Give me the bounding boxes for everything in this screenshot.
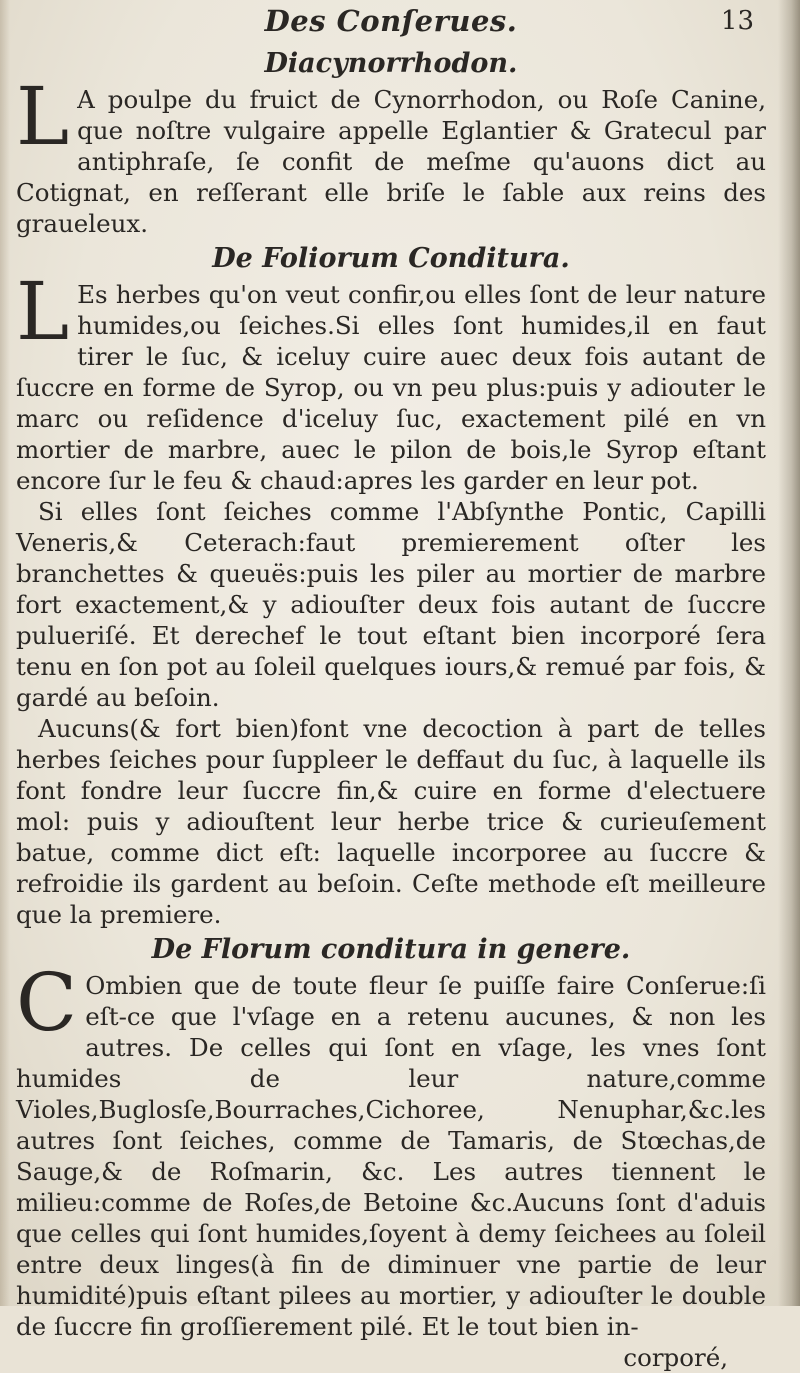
paragraph: A poulpe du fruict de Cynorrhodon, ou Roſe Canine, que noſtre vulgaire appelle Eglantier & Gratecul par antiphraſe, ſe confit de meſme qu'auons dict au Cotignat, en reſſerant elle briſe le ſable aux reins des graueleux. <box>16 85 766 238</box>
paragraph: Aucuns(& fort bien)font vne decoction à part de telles herbes ſeiches pour ſuppleer le deffaut du ſuc, à laquelle ils font fondre leur ſuccre fin,& cuire en forme d'electuere mol: puis y adiouſtent leur herbe trice & curieuſement batue, comme dict eſt: laquelle incorporee au ſuccre & refroidie ils gardent au beſoin. Ceſte methode eſt meilleure que la premiere. <box>16 714 766 929</box>
page-content <box>16 4 766 1373</box>
drop-cap: L <box>16 265 70 358</box>
page-edge-shadow <box>778 0 800 1306</box>
drop-cap: L <box>16 70 70 163</box>
section-heading: De Foliorum Conditura. <box>212 243 570 274</box>
paragraph: Ombien que de toute fleur ſe puiſſe faire Conſerue:ſi eſt-ce que l'vſage en a retenu aucunes, & non les autres. De celles qui ſont en vſage, les vnes ſont humides de leur nature,comme Violes,Buglosſe,Bourraches,Cichoree, Nenuphar,&c.les autres ſont ſeiches, comme de Tamaris, de Stœchas,de Sauge,& de Roſmarin, &c. Les autres tiennent le milieu:comme de Roſes,de Betoine &c.Aucuns ſont d'aduis que celles qui ſont humides,ſoyent à demy ſeichees au ſoleil entre deux linges(à fin de diminuer vne partie de leur humidité)puis eſtant pilees au mortier, y adiouſter le double de ſuccre fin groſſierement pilé. Et le tout bien in- <box>16 971 766 1341</box>
paragraph: Si elles ſont ſeiches comme l'Abſynthe Pontic, Capilli Veneris,& Ceterach:faut premierement oſter les branchettes & queuës:puis les piler au mortier de marbre fort exactement,& y adiouſter deux fois autant de ſuccre pulueriſé. Et derechef le tout eſtant bien incorporé ſera tenu en ſon pot au ſoleil quelques iours,& remué par fois, & gardé au beſoin. <box>16 497 766 712</box>
section-heading: De Florum conditura in genere. <box>151 934 631 965</box>
page-number: 13 <box>720 6 754 36</box>
section-de-florum-conditura <box>16 930 766 1342</box>
section-diacynorrhodon <box>16 44 766 239</box>
drop-cap: C <box>16 956 78 1049</box>
catchword: corporé, <box>623 1343 728 1372</box>
running-title: Des Conſerues. <box>264 4 518 38</box>
section-heading: Diacynorrhodon. <box>264 48 518 79</box>
running-head <box>16 4 766 44</box>
paragraph: Es herbes qu'on veut confir,ou elles ſont de leur nature humides,ou ſeiches.Si elles ſont humides,il en faut tirer le ſuc, & iceluy cuire auec deux fois autant de ſuccre en forme de Syrop, ou vn peu plus:puis y adiouter le marc ou reſidence d'iceluy ſuc, exactement pilé en vn mortier de marbre, auec le pilon de bois,le Syrop eſtant encore ſur le feu & chaud:apres les garder en leur pot. <box>16 280 766 495</box>
page-gutter-shadow <box>0 0 10 1306</box>
section-de-foliorum-conditura <box>16 239 766 930</box>
